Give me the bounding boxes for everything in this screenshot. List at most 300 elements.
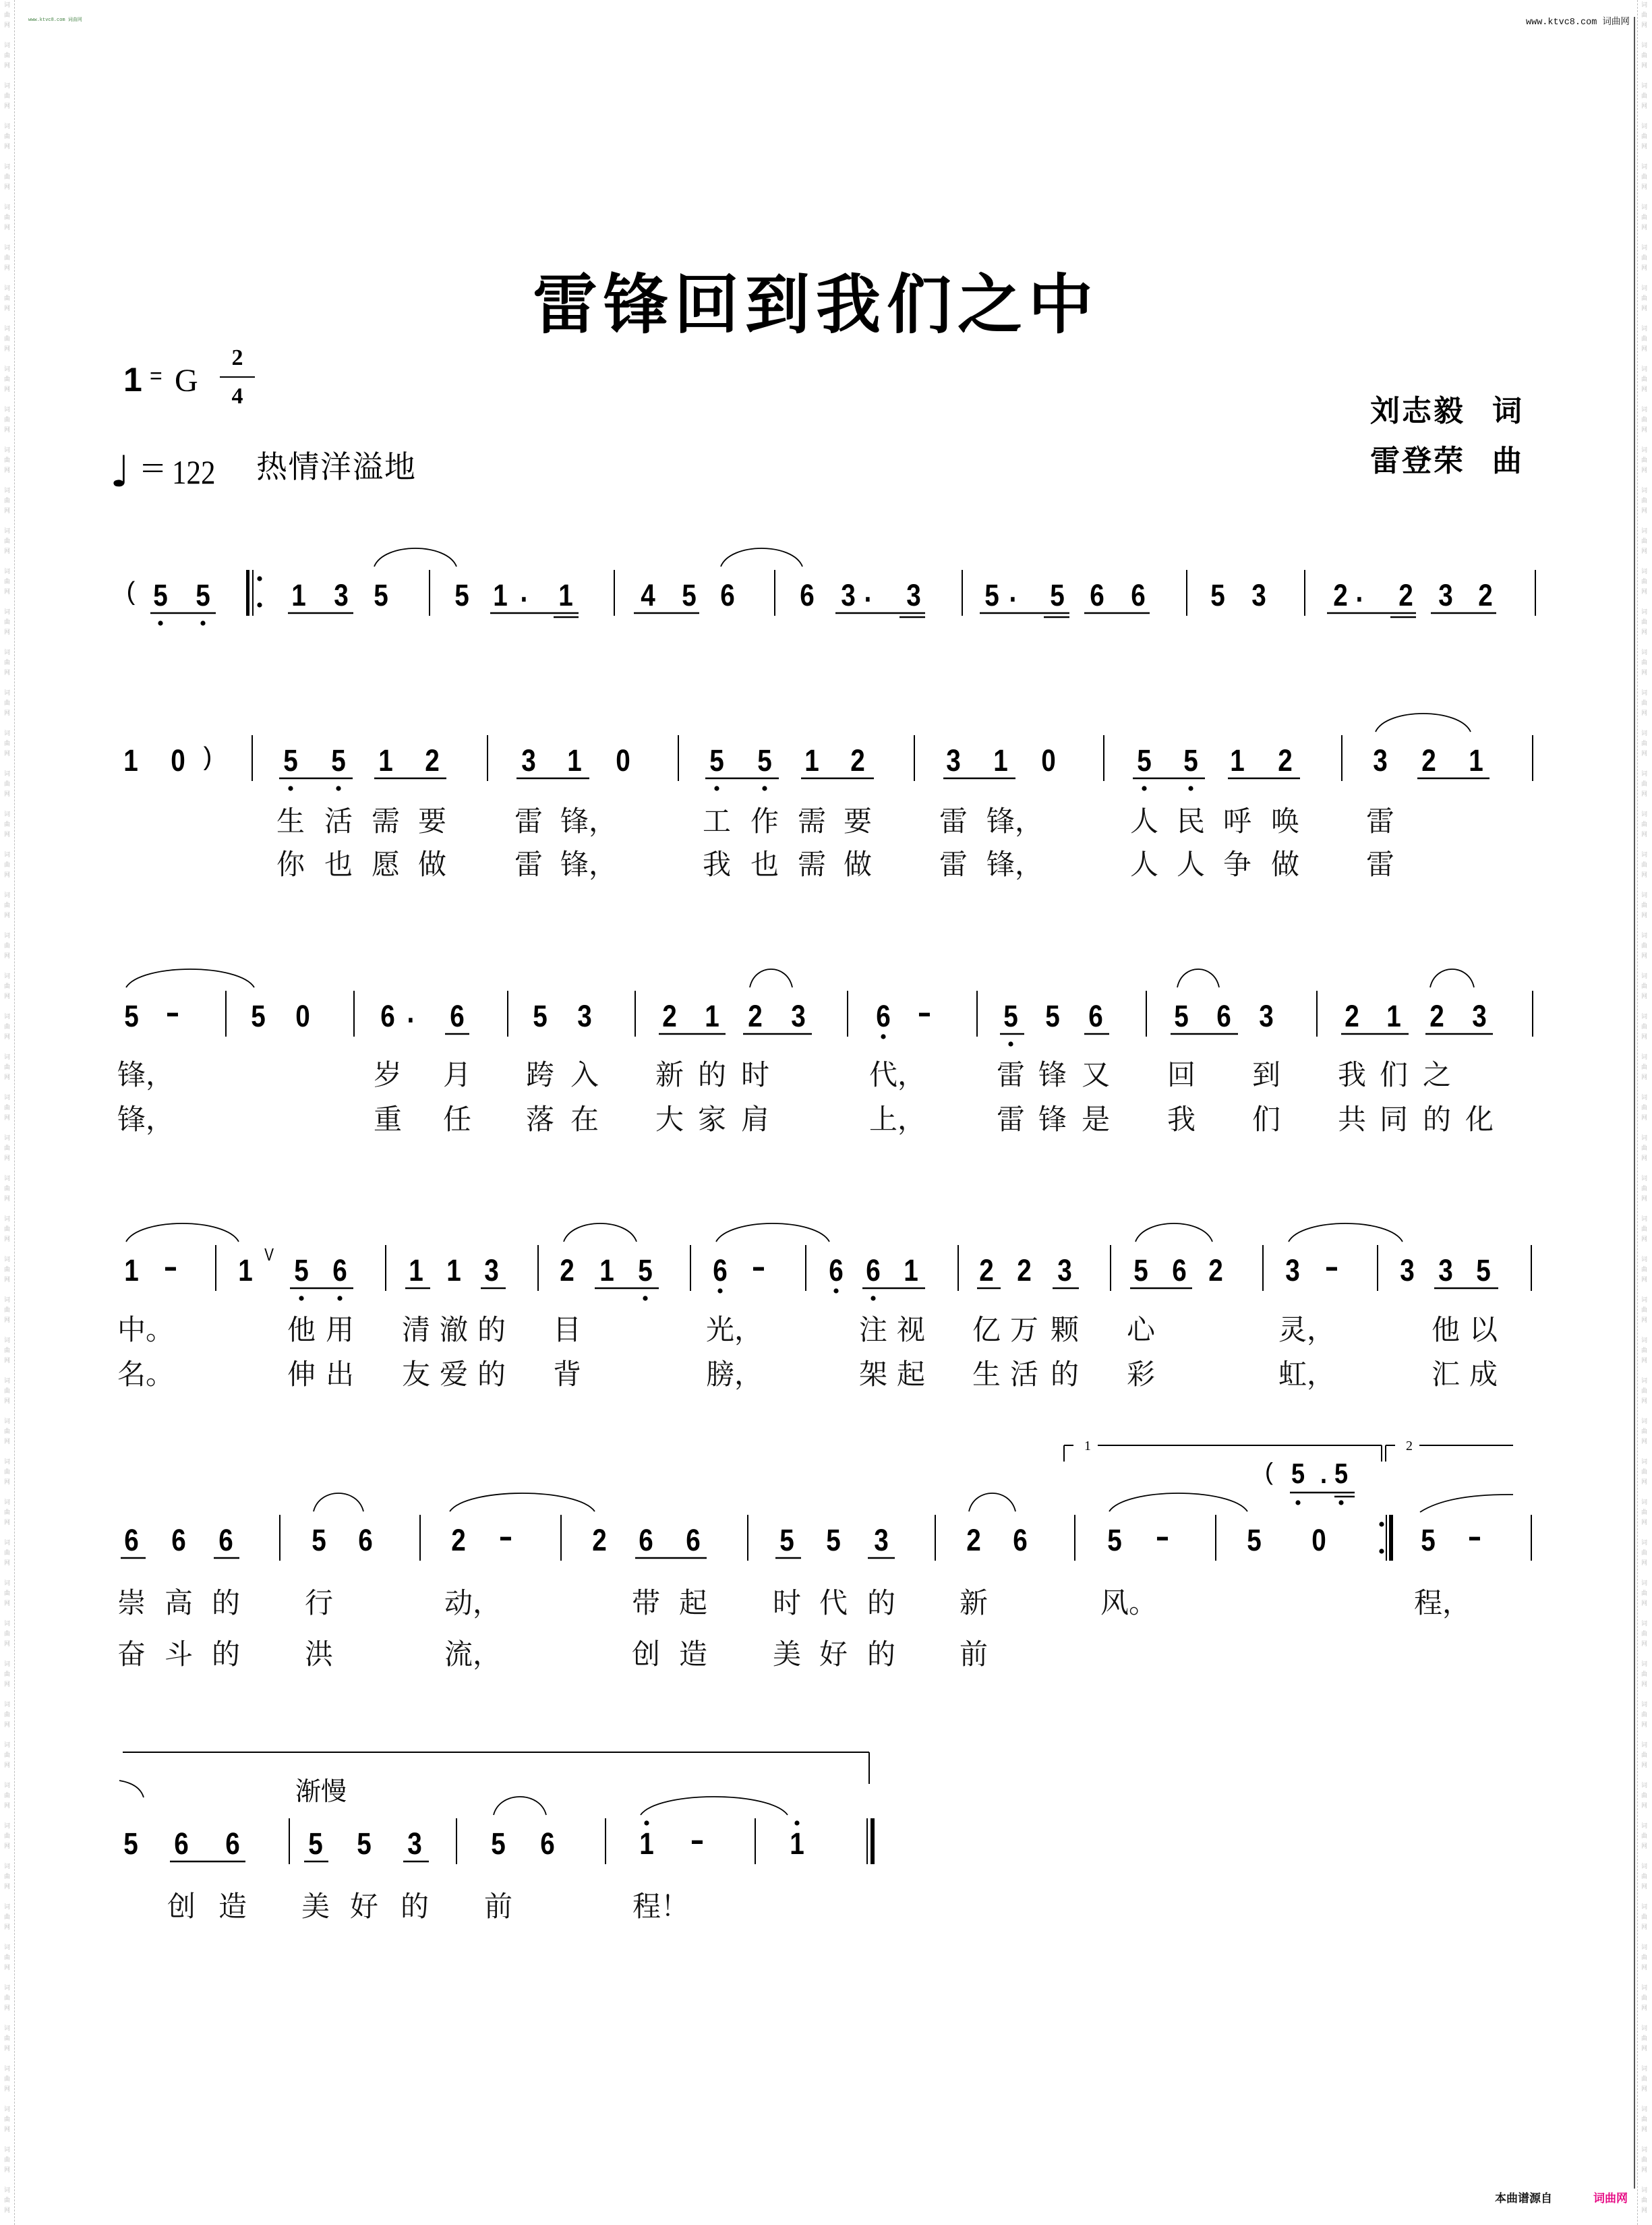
lyric-verse-2: 虹， [1278, 1358, 1336, 1391]
lyric-verse-1: 入 [570, 1058, 599, 1091]
watermark-text: 词曲网 [1640, 851, 1647, 882]
volta-number: 2 [1406, 1439, 1413, 1453]
note: 5 [779, 1523, 794, 1557]
watermark-text: 词曲网 [1640, 285, 1647, 315]
augmentation-dot: · [1355, 582, 1365, 616]
repeat-end-thick-line [1389, 1515, 1393, 1561]
watermark-text: 词曲网 [3, 1337, 9, 1367]
watermark-text: 词曲网 [3, 649, 9, 679]
note: 6 [866, 1253, 881, 1288]
watermark-text: 词曲网 [3, 770, 9, 801]
note: 1 [599, 1253, 614, 1288]
lyric-verse-1: 雷 [514, 805, 543, 838]
note: 6 [358, 1523, 373, 1557]
time-signature-divider [220, 376, 255, 378]
note: 1 [558, 578, 573, 612]
low-octave-dot [1008, 1041, 1013, 1046]
low-octave-dot [871, 1296, 875, 1300]
note: 5 [374, 578, 388, 612]
watermark-text: 词曲网 [3, 285, 9, 315]
lyric-verse-2: 成 [1469, 1358, 1498, 1391]
note: 5 [638, 1253, 653, 1288]
volta-number: 1 [1084, 1439, 1091, 1453]
watermark-text: 词曲网 [3, 932, 9, 962]
parenthesis: ( [126, 577, 136, 606]
slur [1376, 714, 1471, 732]
key-degree: 1 [123, 361, 142, 399]
augmentation-dot: . [1320, 1457, 1328, 1489]
footer-source-label: 本曲谱源自 [1495, 2192, 1552, 2205]
watermark-text: 词曲网 [1640, 770, 1647, 801]
note: 2 [748, 999, 763, 1033]
watermark-text: 词曲网 [1640, 1418, 1647, 1448]
note: 3 [946, 743, 961, 778]
lyric-verse-2: 争 [1223, 848, 1252, 881]
lyric-verse-1: 呼 [1223, 805, 1252, 838]
repeat-dot [257, 576, 262, 581]
lyric-verse-2: 起 [897, 1358, 926, 1391]
low-octave-dot [1295, 1500, 1300, 1505]
note: 3 [791, 999, 806, 1033]
note: 2 [1333, 578, 1348, 612]
slur [969, 1493, 1015, 1511]
lyric-verse-1: 的 [212, 1586, 241, 1619]
note: 6 [225, 1826, 240, 1861]
watermark-text: 词曲网 [1640, 1499, 1647, 1529]
lyric-verse-1: 工 [703, 805, 732, 838]
watermark-text: 词曲网 [1640, 2065, 1647, 2096]
sustain-dash: - [1467, 1519, 1482, 1553]
note: 1 [567, 743, 582, 778]
high-octave-dot [644, 1820, 649, 1825]
note: 3 [874, 1523, 889, 1557]
note: 1 [705, 999, 719, 1033]
lyric-verse-2: 洪 [305, 1638, 334, 1671]
low-octave-dot [158, 620, 163, 625]
lyric-verse-1: 行 [305, 1586, 334, 1619]
lyric-verse-2: 斗 [165, 1638, 194, 1671]
watermark-text: 词曲网 [3, 2187, 9, 2217]
lyric-verse-2: 人 [1130, 848, 1159, 881]
sustain-dash: - [498, 1519, 513, 1553]
slur [119, 1781, 144, 1797]
lyric-verse-1: 需 [798, 805, 827, 838]
key-equals: = [150, 364, 163, 388]
note: 6 [1216, 999, 1231, 1033]
watermark-text: 词曲网 [1640, 973, 1647, 1003]
slur [564, 1223, 637, 1242]
low-octave-dot [714, 786, 719, 790]
slur [641, 1797, 788, 1815]
watermark-text: 词曲网 [1640, 82, 1647, 113]
watermark-text: 词曲网 [3, 2065, 9, 2096]
note: 2 [1398, 578, 1413, 612]
watermark-text: 词曲网 [3, 325, 9, 355]
lyric-verse-2: 的 [477, 1358, 506, 1391]
lyric-verse-2: 雷 [939, 848, 968, 881]
lyric-verse-2: 做 [418, 848, 447, 881]
note: 1 [238, 1253, 253, 1288]
low-octave-dot [717, 1288, 722, 1293]
note: 5 [826, 1523, 841, 1557]
note: 1 [409, 1253, 423, 1288]
note: 2 [979, 1253, 994, 1288]
watermark-text: 词曲网 [3, 446, 9, 477]
watermark-text: 词曲网 [1640, 163, 1647, 194]
note: 5 [1003, 999, 1018, 1033]
watermark-text: 词曲网 [1640, 932, 1647, 962]
lyric-verse-1: 锋 [1038, 1058, 1067, 1091]
footer-source-site: 词曲网 [1593, 2192, 1628, 2205]
watermark-text: 词曲网 [1640, 1337, 1647, 1367]
note: 5 [312, 1523, 326, 1557]
low-octave-dot [833, 1288, 838, 1293]
margin-dashed-line-right [1637, 0, 1638, 2225]
slur [1109, 1493, 1247, 1511]
note: 5 [331, 743, 346, 778]
watermark-text: 词曲网 [1640, 123, 1647, 153]
watermark-text: 词曲网 [1640, 1134, 1647, 1165]
slur [1289, 1223, 1403, 1242]
watermark-text: 词曲网 [1640, 1822, 1647, 1853]
watermark-text: 词曲网 [3, 1013, 9, 1043]
lyric-verse-2: 的 [1423, 1103, 1452, 1136]
note: 6 [876, 999, 891, 1033]
lyric-verse-1: 需 [372, 805, 401, 838]
note: 5 [1421, 1523, 1436, 1557]
lyric-verse-1: 起 [679, 1586, 708, 1619]
lyric-verse-2: 造 [679, 1638, 708, 1671]
note: 5 [251, 999, 266, 1033]
lyric-verse-1: 岁 [374, 1058, 403, 1091]
note: 2 [1478, 578, 1493, 612]
note: 1 [1386, 999, 1401, 1033]
lyric-verse-1: 好 [350, 1890, 379, 1923]
lyric-verse-2: 雷 [1366, 848, 1395, 881]
watermark-text: 词曲网 [3, 204, 9, 234]
watermark-text: 词曲网 [3, 1134, 9, 1165]
note: 0 [295, 999, 310, 1033]
note: 3 [1400, 1253, 1415, 1288]
note: 1 [993, 743, 1008, 778]
watermark-text: 词曲网 [1640, 487, 1647, 517]
slur [1420, 1495, 1513, 1512]
watermark-text: 词曲网 [3, 527, 9, 558]
note: 2 [1429, 999, 1444, 1033]
lyric-verse-1: 代， [869, 1058, 926, 1091]
watermark-text: 词曲网 [1640, 1175, 1647, 1205]
watermark-text: 词曲网 [1640, 1458, 1647, 1489]
lyric-verse-1: 雷 [1366, 805, 1395, 838]
lyric-verse-2: 爱 [440, 1358, 469, 1391]
note: 0 [616, 743, 630, 778]
watermark-text: 词曲网 [3, 568, 9, 598]
lyric-verse-2: 生 [972, 1358, 1001, 1391]
tempo-expression: 热情洋溢地 [256, 449, 417, 485]
key-tonic: G [175, 363, 198, 399]
augmentation-dot: · [1009, 582, 1018, 616]
note: 1 [804, 743, 819, 778]
watermark-text: 词曲网 [1640, 730, 1647, 760]
augmentation-dot: · [407, 1003, 416, 1037]
watermark-text: 词曲网 [1640, 527, 1647, 558]
note: 3 [577, 999, 592, 1033]
lyric-verse-2: 锋， [986, 848, 1044, 881]
lyric-verse-1: 美 [301, 1890, 330, 1923]
watermark-text: 词曲网 [1640, 1053, 1647, 1084]
watermark-text: 词曲网 [3, 1944, 9, 1974]
watermark-text: 词曲网 [1640, 406, 1647, 436]
watermark-text: 词曲网 [3, 1458, 9, 1489]
lyric-verse-1: 要 [418, 805, 447, 838]
low-octave-dot [643, 1296, 647, 1300]
watermark-column-left [3, 0, 11, 2225]
note: 5 [984, 578, 999, 612]
note: 6 [174, 1826, 189, 1861]
watermark-text: 词曲网 [3, 366, 9, 396]
note: 5 [1137, 743, 1152, 778]
lyric-verse-1: 唤 [1271, 805, 1300, 838]
sustain-dash: - [690, 1822, 705, 1857]
tempo-bpm: 122 [172, 453, 216, 491]
lyric-verse-1: 回 [1167, 1058, 1196, 1091]
watermark-text: 词曲网 [3, 1660, 9, 1691]
lyric-verse-2: 美 [773, 1638, 802, 1671]
lyric-verse-2: 名。 [117, 1358, 175, 1391]
lyric-verse-2: 做 [1271, 848, 1300, 881]
note: 3 [1057, 1253, 1072, 1288]
lyric-verse-1: 民 [1177, 805, 1206, 838]
note: 1 [493, 578, 508, 612]
quarter-note-icon: ♩ [110, 447, 131, 497]
lyric-verse-2: 出 [326, 1358, 355, 1391]
watermark-text: 词曲网 [3, 1296, 9, 1327]
note: 1 [904, 1253, 918, 1288]
lyric-verse-1: 新 [655, 1058, 684, 1091]
watermark-text: 词曲网 [1640, 1863, 1647, 1893]
slur [1135, 1223, 1212, 1242]
lyric-verse-1: 的 [401, 1890, 430, 1923]
watermark-text: 词曲网 [1640, 1013, 1647, 1043]
lyricist-role: 词 [1492, 394, 1524, 428]
watermark-text: 词曲网 [3, 1418, 9, 1448]
lyric-verse-1: 的 [698, 1058, 727, 1091]
watermark-text: 词曲网 [3, 608, 9, 639]
lyric-verse-2: 是 [1082, 1103, 1111, 1136]
repeat-dot [1379, 1522, 1384, 1526]
watermark-text: 词曲网 [3, 2146, 9, 2176]
lyric-verse-1: 光， [706, 1313, 763, 1346]
watermark-text: 词曲网 [3, 1741, 9, 1772]
note: 6 [720, 578, 735, 612]
lyric-verse-1: 程， [1414, 1586, 1471, 1619]
note: 2 [1208, 1253, 1223, 1288]
watermark-text: 词曲网 [1640, 608, 1647, 639]
parenthesis: ( [1265, 1457, 1273, 1485]
note: 6 [1013, 1523, 1028, 1557]
watermark-text: 词曲网 [1640, 1620, 1647, 1650]
note: 2 [560, 1253, 574, 1288]
note: 3 [1438, 1253, 1453, 1288]
page-edge-line [1634, 17, 1635, 2189]
note: 5 [1291, 1457, 1305, 1489]
watermark-text: 词曲网 [3, 1782, 9, 1812]
note: 5 [1133, 1253, 1148, 1288]
lyric-verse-2: 们 [1252, 1103, 1281, 1136]
note: 5 [757, 743, 772, 778]
note: 5 [454, 578, 469, 612]
slur [126, 969, 254, 987]
watermark-text: 词曲网 [1640, 1903, 1647, 1934]
note: 5 [1045, 999, 1060, 1033]
note: 5 [709, 743, 724, 778]
note: 3 [1438, 578, 1453, 612]
watermark-text: 词曲网 [1640, 2187, 1647, 2217]
lyric-verse-2: 需 [798, 848, 827, 881]
lyric-verse-1: 时 [773, 1586, 802, 1619]
lyric-verse-1: 造 [218, 1890, 247, 1923]
note: 1 [291, 578, 306, 612]
watermark-text: 词曲网 [3, 2025, 9, 2055]
watermark-text: 词曲网 [3, 123, 9, 153]
lyric-verse-1: 到 [1252, 1058, 1281, 1091]
note: 6 [124, 1523, 139, 1557]
note: 5 [123, 1826, 138, 1861]
watermark-text: 词曲网 [3, 1256, 9, 1286]
low-octave-dot [200, 620, 205, 625]
lyric-verse-1: 高 [165, 1586, 194, 1619]
lyric-verse-2: 锋， [117, 1103, 175, 1136]
watermark-text: 词曲网 [1640, 1539, 1647, 1569]
note: 6 [639, 1523, 653, 1557]
watermark-text: 词曲网 [3, 1822, 9, 1853]
watermark-text: 词曲网 [3, 1903, 9, 1934]
lyric-verse-2: 流， [444, 1638, 502, 1671]
note: 0 [171, 743, 185, 778]
watermark-text: 词曲网 [1640, 1660, 1647, 1691]
watermark-text: 词曲网 [3, 1499, 9, 1529]
watermark-text: 词曲网 [3, 892, 9, 922]
lyric-verse-1: 的 [867, 1586, 896, 1619]
note: 2 [425, 743, 440, 778]
note: 2 [1345, 999, 1359, 1033]
low-octave-dot [336, 786, 341, 790]
low-octave-dot [299, 1296, 303, 1300]
watermark-text: 词曲网 [3, 689, 9, 720]
lyric-verse-1: 生 [276, 805, 305, 838]
lyric-verse-1: 万 [1010, 1313, 1039, 1346]
lyric-verse-2: 膀， [706, 1358, 763, 1391]
lyric-verse-2: 锋 [1038, 1103, 1067, 1136]
watermark-text: 词曲网 [1640, 42, 1647, 72]
note: 2 [592, 1523, 607, 1557]
sustain-dash: - [917, 995, 932, 1029]
high-octave-dot [794, 1820, 799, 1825]
lyric-verse-1: 他 [287, 1313, 316, 1346]
lyric-verse-2: 做 [844, 848, 873, 881]
augmentation-dot: · [520, 582, 529, 616]
lyric-verse-2: 的 [867, 1638, 896, 1671]
lyric-verse-2: 奋 [117, 1638, 146, 1671]
lyric-verse-2: 雷 [997, 1103, 1026, 1136]
lyric-verse-1: 代 [819, 1586, 848, 1619]
note: 6 [171, 1523, 186, 1557]
watermark-text: 词曲网 [3, 1701, 9, 1731]
lyric-verse-2: 我 [703, 848, 732, 881]
note: 5 [1210, 578, 1225, 612]
sustain-dash: - [1155, 1519, 1170, 1553]
site-mark-top-right: www.ktvc8.com 词曲网 [1526, 18, 1630, 28]
time-signature-numerator: 2 [231, 345, 243, 370]
lyric-verse-1: 月 [443, 1058, 472, 1091]
notation-lines [0, 1738, 1652, 1981]
watermark-text: 词曲网 [1640, 1944, 1647, 1974]
lyric-verse-2: 架 [859, 1358, 888, 1391]
slur [721, 548, 802, 567]
watermark-text: 词曲网 [1640, 1377, 1647, 1408]
note: 1 [1230, 743, 1245, 778]
note: 5 [1476, 1253, 1491, 1288]
note: 2 [1278, 743, 1293, 778]
watermark-text: 词曲网 [1640, 689, 1647, 720]
lyric-verse-2: 前 [960, 1638, 989, 1671]
note: 6 [332, 1253, 347, 1288]
watermark-text: 词曲网 [1640, 1215, 1647, 1246]
watermark-text: 词曲网 [3, 1053, 9, 1084]
ritardando-marking: 渐慢 [295, 1776, 347, 1806]
slur [716, 1223, 829, 1242]
low-octave-dot [337, 1296, 342, 1300]
lyric-verse-1: 灵， [1278, 1313, 1336, 1346]
lyric-verse-1: 以 [1469, 1313, 1498, 1346]
repeat-dot [1379, 1549, 1384, 1553]
low-octave-dot [881, 1034, 885, 1039]
note: 5 [1174, 999, 1189, 1033]
lyric-verse-1: 带 [632, 1586, 661, 1619]
lyric-verse-2: 任 [443, 1103, 472, 1136]
lyric-verse-1: 的 [477, 1313, 506, 1346]
lyric-verse-1: 雷 [939, 805, 968, 838]
repeat-start-thick-line [246, 570, 249, 616]
composer-role: 曲 [1492, 444, 1524, 478]
lyric-verse-1: 风。 [1100, 1586, 1158, 1619]
watermark-text: 词曲网 [3, 811, 9, 841]
watermark-text: 词曲网 [3, 244, 9, 274]
note: 6 [540, 1826, 555, 1861]
note: 5 [283, 743, 298, 778]
lyric-verse-2: 大 [655, 1103, 684, 1136]
low-octave-dot [1338, 1500, 1343, 1505]
note: 3 [334, 578, 349, 612]
lyric-verse-1: 清 [402, 1313, 431, 1346]
lyric-verse-2: 家 [698, 1103, 727, 1136]
watermark-text: 词曲网 [3, 1863, 9, 1893]
lyric-verse-2: 也 [750, 848, 779, 881]
lyric-verse-2: 锋， [560, 848, 618, 881]
watermark-text: 词曲网 [3, 163, 9, 194]
watermark-text: 词曲网 [1640, 568, 1647, 598]
watermark-text: 词曲网 [3, 487, 9, 517]
note: 6 [1088, 999, 1103, 1033]
slur [1177, 969, 1219, 987]
note: 5 [294, 1253, 309, 1288]
note: 5 [1334, 1457, 1349, 1489]
slur [374, 548, 456, 567]
note: 6 [1090, 578, 1104, 612]
note: 0 [1041, 743, 1056, 778]
slur [314, 1493, 363, 1511]
watermark-text: 词曲网 [3, 1984, 9, 2015]
